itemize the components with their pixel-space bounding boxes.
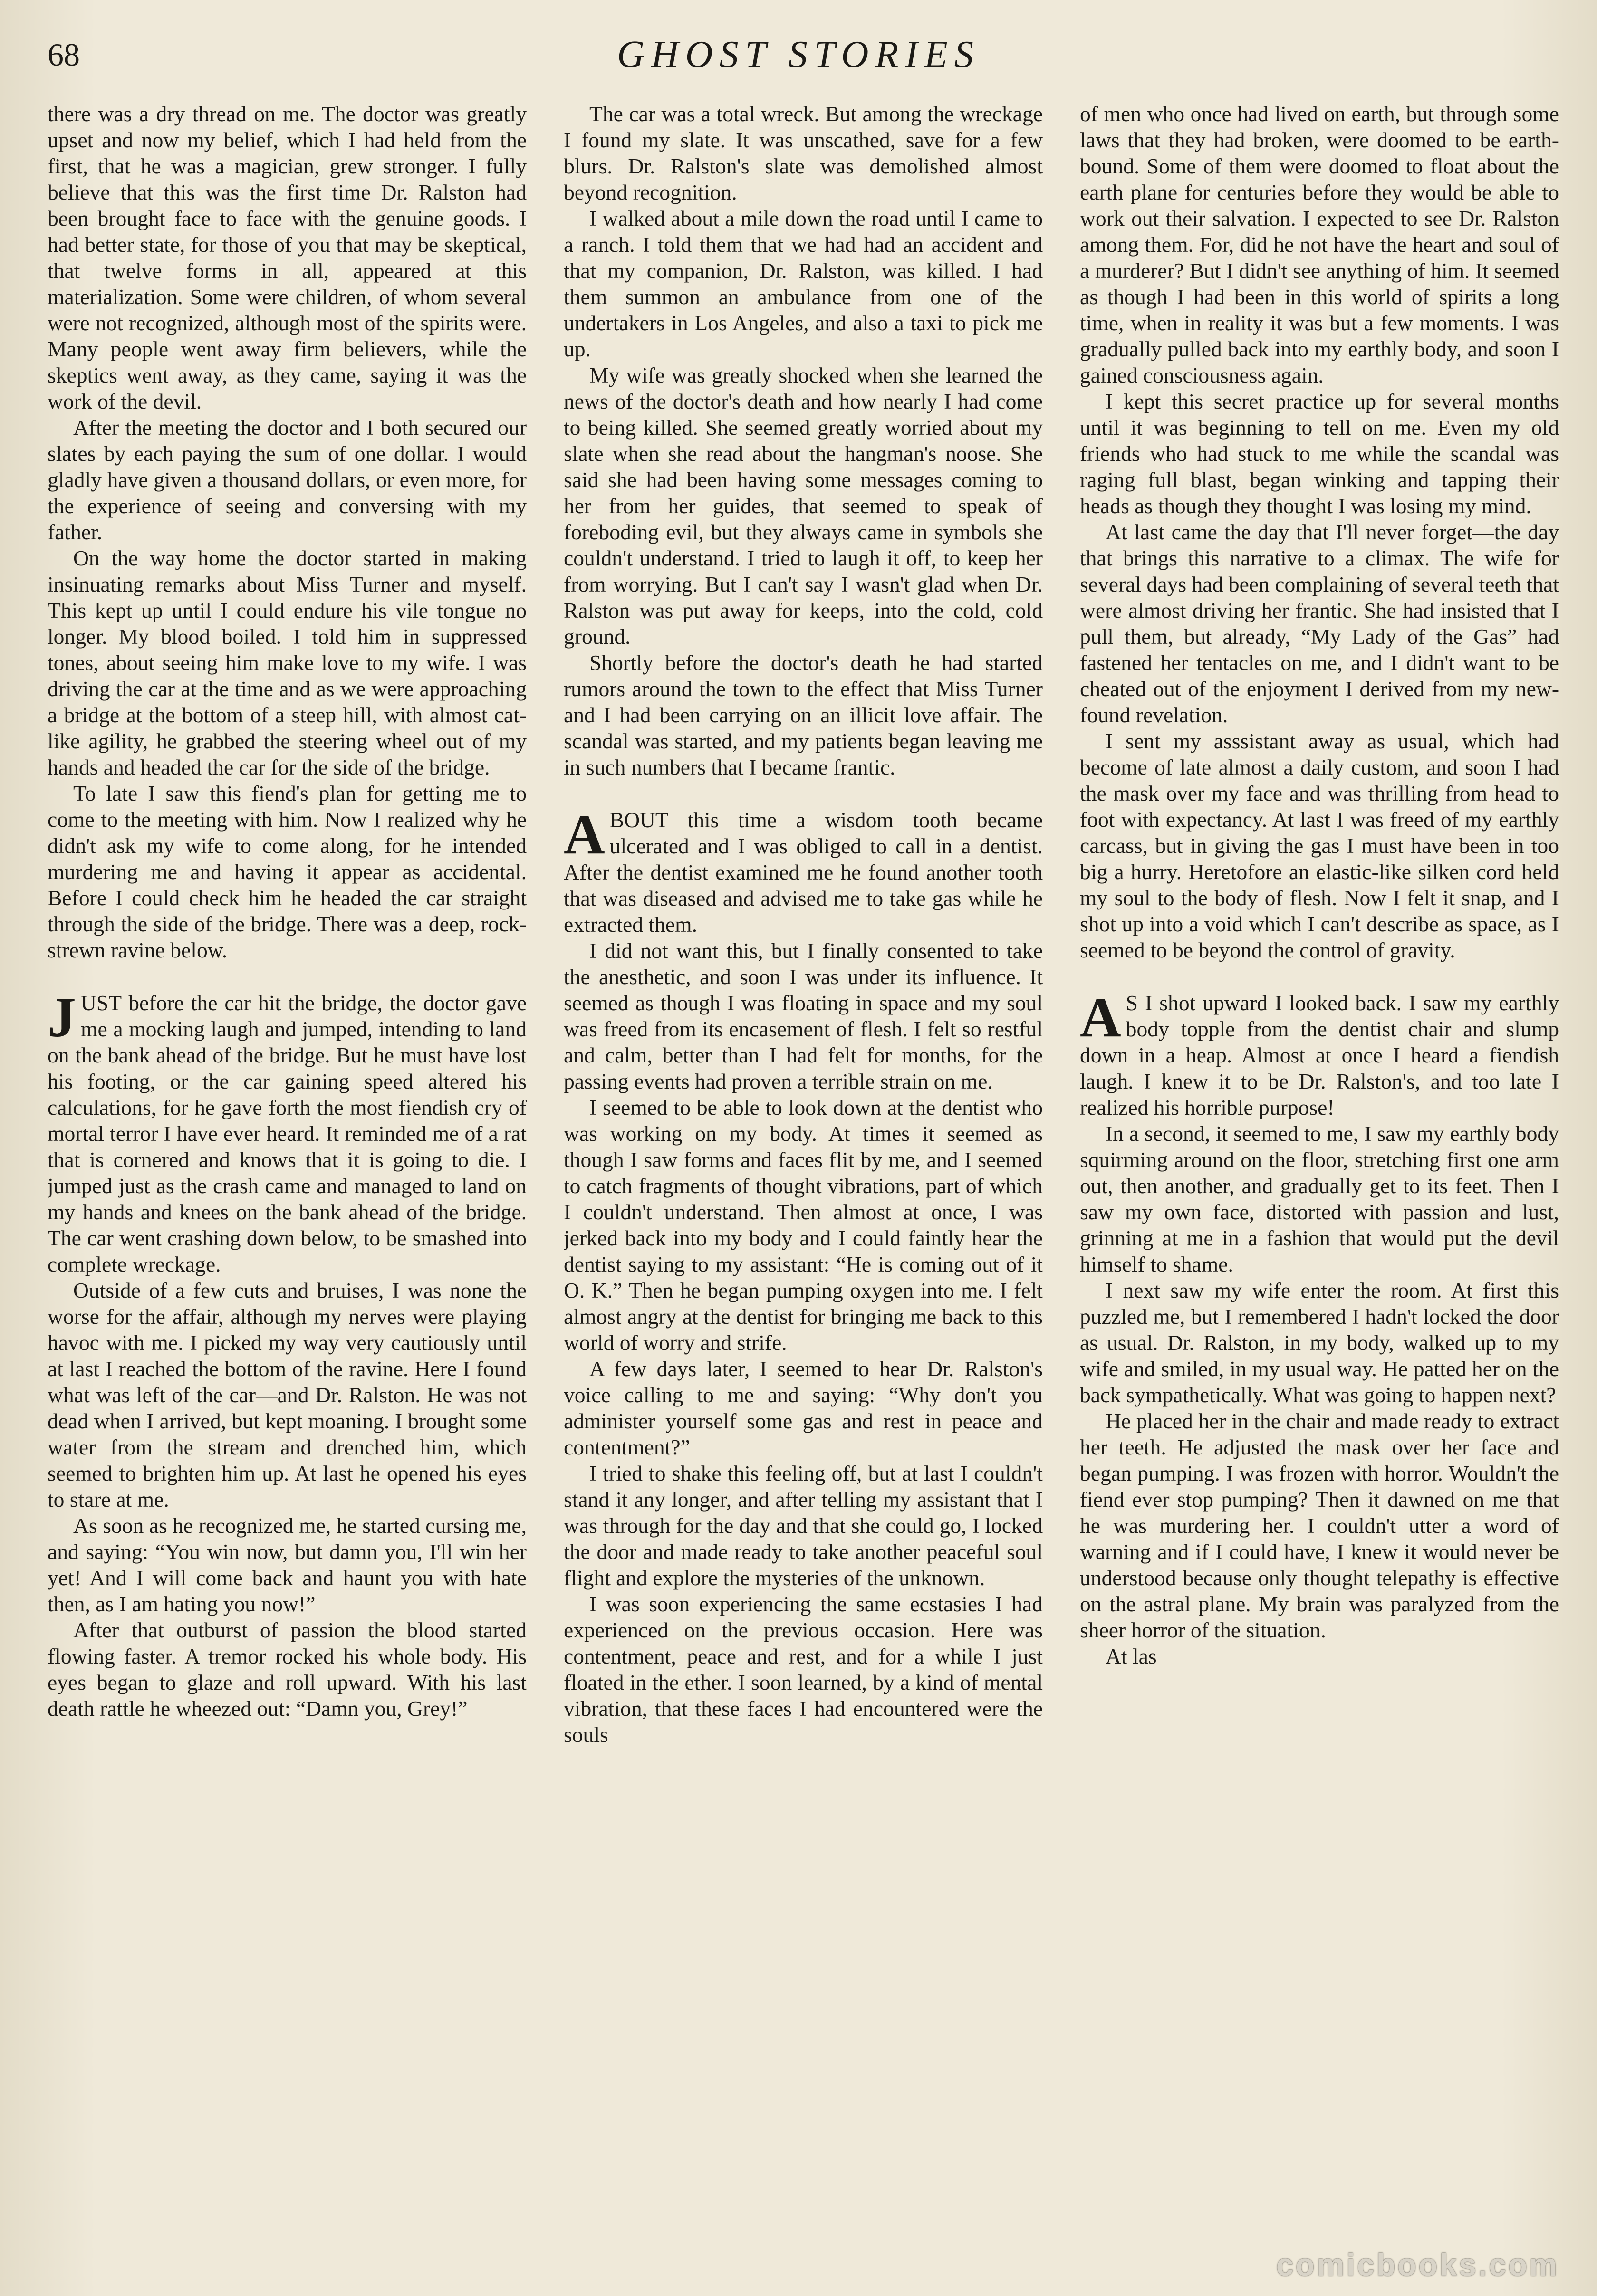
paragraph — [1080, 1408, 1559, 1643]
paragraph — [1080, 388, 1559, 519]
paragraph-text: I next saw my wife enter the room. At first this puzzled me, but I remembered I hadn't locked the door as usual. Dr. Ralston, in my body, walked up to my wife and smiled, in my usual way. He patted her on the back sympathetically. What was going to happen next? — [1080, 1278, 1559, 1407]
paragraph-text: I tried to shake this feeling off, but at last I couldn't stand it any longer, and after telling my assistant that I was through for the day and that she could go, I locked the door and made ready to take another peaceful soul flight and explore the mysteries of the unknown. — [564, 1461, 1043, 1590]
paragraph-text: As soon as he recognized me, he started cursing me, and saying: “You win now, but damn you, I'll win her yet! And I will come back and haunt you with hate then, as I am hating you now!” — [48, 1513, 527, 1616]
paragraph-text: I seemed to be able to look down at the dentist who was working on my body. At times it seemed as though I saw forms and faces flit by me, and I seemed to catch fragments of thought vibrations, part of which I couldn't understand. Then almost at once, I was jerked back into my body and I could faintly hear the dentist saying to my assistant: “He is coming out of it O. K.” Then he began pumping oxygen into me. I felt almost angry at the dentist for bringing me back to this world of worry and strife. — [564, 1095, 1043, 1355]
paragraph — [564, 101, 1043, 205]
paragraph-text: After that outburst of passion the blood started flowing faster. A tremor rocked his whole body. His eyes began to glaze and roll upward. With his last death rattle he wheezed out: “Damn you, Grey!” — [48, 1618, 527, 1721]
paragraph-text: At las — [1106, 1644, 1157, 1668]
paragraph — [1080, 1277, 1559, 1408]
paragraph — [48, 1512, 527, 1617]
paragraph — [564, 650, 1043, 780]
paragraph-text: I walked about a mile down the road until I came to a ranch. I told them that we had had an accident and that my companion, Dr. Ralston, was killed. I had them summon an ambulance from one of the undertakers in Los Angeles, and also a taxi to pick me up. — [564, 206, 1043, 361]
paragraph — [48, 780, 527, 963]
paragraph-text: I was soon experiencing the same ecstasies I had experienced on the previous occasion. Here was contentment, peace and rest, and for a while I just floated in the ether. I soon learned, by a kind of mental vibration, that these faces I had encountered were the souls — [564, 1592, 1043, 1747]
drop-cap: A — [564, 803, 605, 866]
paragraph-text: BOUT this time a wisdom tooth became ulcerated and I was obliged to call in a dentist. After the dentist examined me he found another tooth that was diseased and advised me to take gas while he extracted them. — [564, 808, 1043, 937]
paragraph-text: I sent my asssistant away as usual, which had become of late almost a daily custom, and soon I had the mask over my face and was thrilling from head to foot with expectancy. At last I was freed of my earthly carcass, but in giving the gas I must have been in too big a hurry. Heretofore an elastic-like silken cord held my soul to the body of flesh. Now I felt it snap, and I shot up into a void which I can't describe as space, as I seemed to be beyond the control of gravity. — [1080, 729, 1559, 962]
section-opening-paragraph — [1080, 985, 1559, 1120]
page-header — [48, 29, 1549, 81]
paragraph-text: To late I saw this fiend's plan for getting me to come to the meeting with him. Now I realized why he didn't ask my wife to come along, for he intended murdering me and having it appear as accidental. Before I could check him he headed the car straight through the side of the bridge. There was a deep, rock-strewn ravine below. — [48, 781, 527, 962]
paragraph-text: I kept this secret practice up for several months until it was beginning to tell on me. Even my old friends who had stuck to me while the scandal was raging full blast, began winking and tapping their heads as though they thought I was losing my mind. — [1080, 389, 1559, 518]
text-column-2 — [564, 101, 1043, 2258]
paragraph — [564, 362, 1043, 650]
page-number: 68 — [48, 37, 80, 73]
paragraph — [1080, 1643, 1559, 1669]
section-opening-paragraph — [564, 803, 1043, 938]
paragraph-text: My wife was greatly shocked when she learned the news of the doctor's death and how nearly I had come to being killed. She seemed greatly worried about my slate when she read about the hangman's noose. She said she had been having some messages coming to her from her guides, that seemed to speak of foreboding evil, but they always came in symbols she couldn't understand. I tried to laugh it off, to keep her from worrying. But I can't say I wasn't glad when Dr. Ralston was put away for keeps, into the cold, cold ground. — [564, 363, 1043, 649]
paragraph-text: there was a dry thread on me. The doctor was greatly upset and now my belief, which I had held from the first, that he was a magician, grew stronger. I fully believe that this was the first time Dr. Ralston had been brought face to face with the genuine goods. I had better state, for those of you that may be skeptical, that twelve forms in all, appeared at this materialization. Some were children, of whom several were not recognized, although most of the spirits were. Many people went away firm believers, while the skeptics went away, as they came, saying it was the work of the devil. — [48, 102, 527, 413]
running-title: GHOST STORIES — [617, 34, 980, 76]
continued-paragraph — [48, 101, 527, 414]
paragraph — [48, 545, 527, 780]
paragraph-text: A few days later, I seemed to hear Dr. Ralston's voice calling to me and saying: “Why don't you administer yourself some gas and rest in peace and contentment?” — [564, 1357, 1043, 1459]
paragraph-text: S I shot upward I looked back. I saw my earthly body topple from the dentist chair and slump down in a heap. Almost at once I heard a fiendish laugh. I knew it to be Dr. Ralston's, and too late I realized his horrible purpose! — [1080, 991, 1559, 1119]
paragraph-text: The car was a total wreck. But among the wreckage I found my slate. It was unscathed, save for a few blurs. Dr. Ralston's slate was demolished almost beyond recognition. — [564, 102, 1043, 204]
paragraph-text: of men who once had lived on earth, but through some laws that they had broken, were doomed to be earth-bound. Some of them were doomed to float about the earth plane for centuries before they would be able to work out their salvation. I expected to see Dr. Ralston among them. For, did he not have the heart and soul of a murderer? But I didn't see anything of him. It seemed as though I had been in this world of spirits a long time, when in reality it was but a few moments. I was gradually pulled back into my earthly body, and soon I gained consciousness again. — [1080, 102, 1559, 387]
paragraph — [1080, 519, 1559, 728]
paragraph — [1080, 728, 1559, 963]
paragraph-text: On the way home the doctor started in making insinuating remarks about Miss Turner and myself. This kept up until I could endure his vile tongue no longer. My blood boiled. I told him in suppressed tones, about seeing him make love to my wife. I was driving the car at the time and as we were approaching a bridge at the bottom of a steep hill, with almost cat-like agility, he grabbed the steering wheel out of my hands and headed the car for the side of the bridge. — [48, 546, 527, 779]
drop-cap: J — [48, 985, 76, 1049]
paragraph — [1080, 1120, 1559, 1277]
paragraph — [564, 1356, 1043, 1460]
article-columns — [48, 101, 1559, 2258]
paragraph — [48, 414, 527, 545]
drop-cap: A — [1080, 985, 1121, 1049]
continued-paragraph — [1080, 101, 1559, 388]
paragraph-text: In a second, it seemed to me, I saw my earthly body squirming around on the floor, stretching first one arm out, then another, and gradually get to its feet. Then I saw my own face, distorted with passion and lust, grinning at me in a fashion that would put the devil himself to shame. — [1080, 1121, 1559, 1276]
text-column-1 — [48, 101, 527, 2258]
paragraph — [564, 205, 1043, 362]
paragraph-text: Shortly before the doctor's death he had started rumors around the town to the effect that Miss Turner and I had been carrying on an illicit love affair. The scandal was started, and my patients began leaving me in such numbers that I became frantic. — [564, 651, 1043, 779]
watermark: comicbooks.com — [1276, 2247, 1559, 2282]
paragraph — [564, 1460, 1043, 1591]
paragraph — [48, 1277, 527, 1512]
section-opening-paragraph — [48, 985, 527, 1277]
paragraph-text: UST before the car hit the bridge, the doctor gave me a mocking laugh and jumped, intending to land on the bank ahead of the bridge. But he must have lost his footing, or the car gaining speed altered his calculations, for he gave forth the most fiendish cry of mortal terror I have ever heard. It reminded me of a rat that is cornered and knows that it is going to die. I jumped just as the crash came and managed to land on my hands and knees on the bank ahead of the bridge. The car went crashing down below, to be smashed into complete wreckage. — [48, 991, 527, 1276]
paragraph — [564, 1591, 1043, 1748]
text-column-3 — [1080, 101, 1559, 2258]
paragraph — [564, 1094, 1043, 1356]
paragraph-text: He placed her in the chair and made ready to extract her teeth. He adjusted the mask over her face and began pumping. I was frozen with horror. Wouldn't the fiend ever stop pumping? Then it dawned on me that he was murdering her. I couldn't utter a word of warning and if I could have, I knew it would never be understood because only thought telepathy is effective on the astral plane. My brain was paralyzed from the sheer horror of the situation. — [1080, 1409, 1559, 1642]
paragraph — [48, 1617, 527, 1722]
paragraph — [564, 938, 1043, 1094]
paragraph-text: At last came the day that I'll never forget—the day that brings this narrative to a climax. The wife for several days had been complaining of several teeth that were almost driving her frantic. She had insisted that I pull them, but already, “My Lady of the Gas” had fastened her tentacles on me, and I didn't want to be cheated out of the enjoyment I derived from my new-found revelation. — [1080, 520, 1559, 727]
paragraph-text: After the meeting the doctor and I both secured our slates by each paying the sum of one dollar. I would gladly have given a thousand dollars, or even more, for the experience of seeing and conversing with my father. — [48, 415, 527, 544]
paragraph-text: Outside of a few cuts and bruises, I was none the worse for the affair, although my nerves were playing havoc with me. I picked my way very cautiously until at last I reached the bottom of the ravine. Here I found what was left of the car—and Dr. Ralston. He was not dead when I arrived, but kept moaning. I brought some water from the stream and drenched him, which seemed to brighten him up. At last he opened his eyes to stare at me. — [48, 1278, 527, 1512]
paragraph-text: I did not want this, but I finally consented to take the anesthetic, and soon I was under its influence. It seemed as though I was floating in space and my soul was freed from its encasement of flesh. I felt so restful and calm, better than I had felt for months, for the passing events had proven a terrible strain on me. — [564, 938, 1043, 1093]
